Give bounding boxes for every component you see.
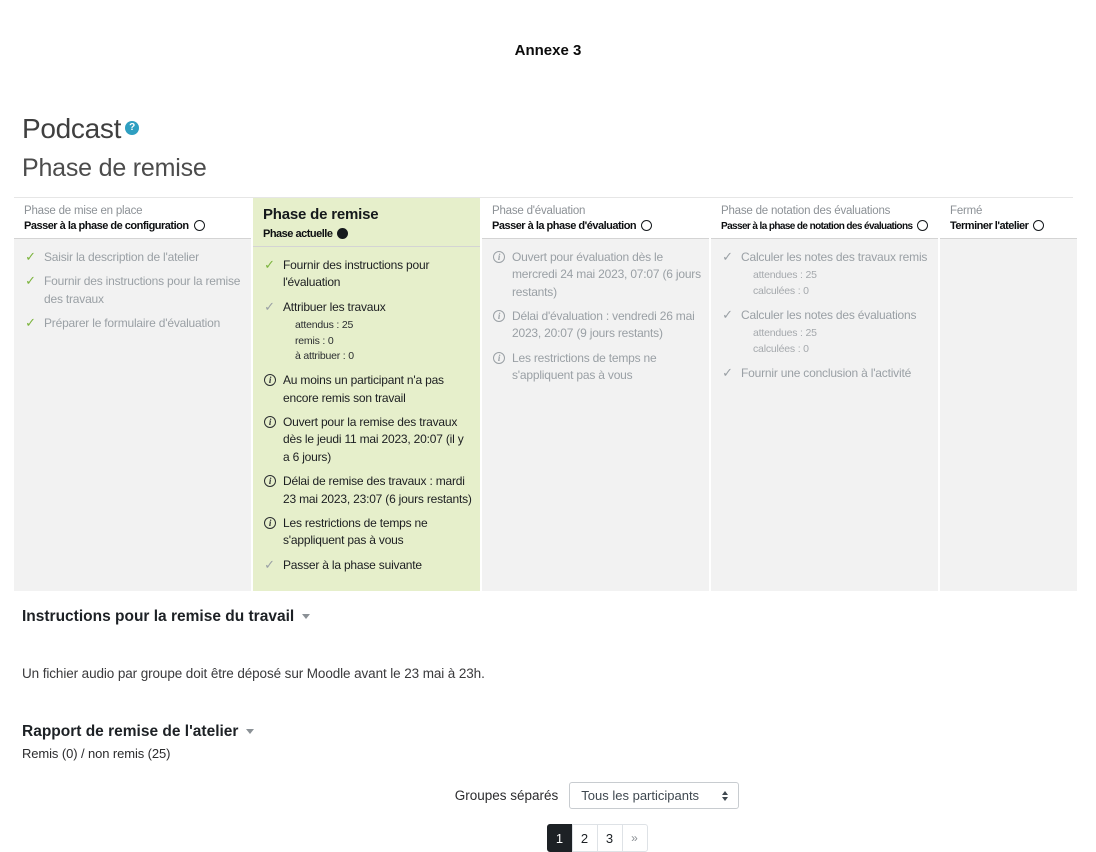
workshop-phases-table: [14, 197, 1073, 591]
task-item: [492, 249, 701, 301]
pagination: [67, 824, 1096, 852]
phase-title: Phase de remise: [263, 205, 379, 223]
phase-action-label: Passer à la phase d'évaluation: [492, 219, 637, 232]
updown-arrows-icon: [722, 791, 728, 801]
task-item: [263, 473, 472, 508]
task-item: [24, 273, 243, 308]
task-item: [721, 365, 930, 382]
annex-label: Annexe 3: [514, 42, 582, 59]
todo-check-icon: ✓: [722, 248, 733, 264]
task-main: [741, 365, 911, 382]
page-button-1[interactable]: 1: [547, 824, 573, 852]
phase-switch-action[interactable]: [24, 220, 241, 232]
task-item: [492, 308, 701, 343]
task-label: Ouvert pour évaluation dès le mercredi 24 mai 2023, 07:07 (6 jours restants): [512, 249, 701, 299]
task-details: [753, 268, 927, 300]
help-icon[interactable]: ?: [125, 121, 139, 135]
groups-filter-row: [67, 782, 1096, 809]
info-icon: i: [264, 475, 276, 487]
switch-phase-circle-icon[interactable]: [641, 220, 652, 231]
task-item: [24, 315, 243, 332]
task-item: [721, 249, 930, 300]
phase-switch-action[interactable]: [492, 220, 699, 232]
submission-count-summary: Remis (0) / non remis (25): [22, 746, 171, 762]
task-label: Ouvert pour la remise des travaux dès le jeudi 11 mai 2023, 20:07 (il y a 6 jours): [283, 415, 464, 464]
chevron-down-icon: [302, 614, 310, 619]
task-item: [263, 257, 472, 292]
current-phase-subtitle: Phase de remise: [22, 153, 207, 182]
phase-column-assessment: [482, 198, 709, 591]
task-label: Les restrictions de temps ne s'appliquent pas à vous: [512, 350, 657, 383]
phase-header: [14, 198, 251, 239]
task-label[interactable]: Calculer les notes des travaux remis: [741, 249, 928, 264]
task-details: [295, 318, 386, 365]
task-detail: attendues : 25: [753, 269, 817, 282]
task-main: [283, 257, 472, 292]
task-label: Délai d'évaluation : vendredi 26 mai 2023, 20:07 (9 jours restants): [512, 308, 695, 341]
info-icon: i: [493, 310, 505, 322]
task-detail: remis : 0: [295, 334, 334, 347]
page-next-button[interactable]: »: [622, 824, 648, 852]
task-label: Délai de remise des travaux : mardi 23 mai 2023, 23:07 (6 jours restants): [283, 474, 472, 506]
task-item: [263, 299, 472, 366]
phase-column-setup: [14, 198, 251, 591]
task-main: [741, 307, 916, 358]
phase-action-label: Passer à la phase de configuration: [24, 219, 189, 232]
task-detail: calculées : 0: [753, 342, 809, 355]
task-detail: à attribuer : 0: [295, 350, 354, 363]
instructions-section-title: Instructions pour la remise du travail: [22, 608, 295, 626]
phase-task-list: [482, 239, 709, 591]
phase-title: Phase de mise en place: [24, 204, 143, 217]
phase-title: Phase de notation des évaluations: [721, 204, 891, 217]
phase-task-list: [940, 239, 1077, 591]
task-item: [263, 515, 472, 550]
phase-task-list: [253, 247, 480, 591]
switch-phase-circle-icon[interactable]: [194, 220, 205, 231]
phase-task-list: [14, 239, 251, 591]
task-label[interactable]: Fournir des instructions pour l'évaluation: [283, 257, 430, 290]
task-main: [283, 372, 472, 407]
task-label[interactable]: Fournir des instructions pour la remise des travaux: [44, 274, 241, 306]
info-icon: i: [264, 374, 276, 386]
phase-column-grading: [711, 198, 938, 591]
check-icon: ✓: [264, 256, 275, 272]
chevron-down-icon: [246, 729, 254, 734]
page-title: [22, 114, 1082, 145]
task-main: [512, 350, 701, 385]
info-icon: i: [493, 352, 505, 364]
phase-action-label: Passer à la phase de notation des évaluations: [721, 220, 913, 232]
task-main: [44, 249, 199, 266]
phase-title: Phase d'évaluation: [492, 204, 586, 217]
instructions-section-heading[interactable]: [22, 608, 1082, 626]
report-section-heading[interactable]: [22, 723, 1082, 741]
task-label[interactable]: Fournir une conclusion à l'activité: [741, 365, 912, 380]
instructions-text: Un fichier audio par groupe doit être déposé sur Moodle avant le 23 mai à 23h.: [22, 666, 485, 682]
phase-task-list: [711, 239, 938, 591]
task-details: [753, 326, 916, 358]
task-detail: calculées : 0: [753, 284, 809, 297]
task-main: [741, 249, 927, 300]
todo-check-icon: ✓: [722, 306, 733, 322]
switch-phase-circle-icon[interactable]: [917, 220, 928, 231]
task-main: [44, 273, 243, 308]
page-button-2[interactable]: 2: [572, 824, 598, 852]
page-button-3[interactable]: 3: [597, 824, 623, 852]
phase-title: Fermé: [950, 204, 983, 217]
groups-mode-label: Groupes séparés: [454, 788, 559, 804]
phase-current-label: [263, 228, 470, 240]
task-main: [283, 515, 472, 550]
task-item: [263, 557, 472, 574]
phase-action-label: Phase actuelle: [263, 227, 333, 240]
task-label[interactable]: Préparer le formulaire d'évaluation: [44, 315, 221, 330]
task-item: [263, 414, 472, 466]
phase-header: [482, 198, 709, 239]
switch-phase-circle-icon[interactable]: [1033, 220, 1044, 231]
phase-header: [940, 198, 1077, 239]
task-label[interactable]: Saisir la description de l'atelier: [44, 249, 199, 264]
check-icon: ✓: [25, 314, 36, 330]
task-main: [283, 557, 422, 574]
task-main: [512, 249, 701, 301]
check-icon: ✓: [25, 273, 36, 289]
phase-header: [711, 198, 938, 239]
task-detail: attendus : 25: [295, 318, 354, 331]
phase-action-label: Terminer l'atelier: [950, 219, 1029, 232]
task-main: [283, 473, 472, 508]
task-label[interactable]: Passer à la phase suivante: [283, 557, 422, 572]
task-item: [492, 350, 701, 385]
report-section-title: Rapport de remise de l'atelier: [22, 723, 239, 741]
phase-switch-action[interactable]: [721, 220, 928, 232]
phase-header: [253, 198, 480, 247]
task-label[interactable]: Attribuer les travaux: [283, 299, 386, 314]
phase-column-submission: [253, 198, 480, 591]
current-phase-dot-icon: [337, 228, 348, 239]
task-item: [721, 307, 930, 358]
info-icon: i: [264, 517, 276, 529]
task-main: [283, 299, 386, 366]
check-icon: ✓: [25, 248, 36, 264]
todo-check-icon: ✓: [722, 364, 733, 380]
task-detail: attendues : 25: [753, 327, 817, 340]
workshop-content: [0, 114, 1096, 852]
todo-check-icon: ✓: [264, 556, 275, 572]
task-item: [24, 249, 243, 266]
task-main: [283, 414, 472, 466]
info-icon: i: [264, 416, 276, 428]
task-label: Au moins un participant n'a pas encore remis son travail: [283, 373, 444, 405]
todo-check-icon: ✓: [264, 298, 275, 314]
task-main: [512, 308, 701, 343]
page-title-text: Podcast: [22, 113, 122, 144]
task-item: [263, 372, 472, 407]
groups-select[interactable]: [569, 782, 739, 809]
task-label: Les restrictions de temps ne s'appliquent pas à vous: [283, 515, 428, 548]
info-icon: i: [493, 251, 505, 263]
groups-select-value: Tous les participants: [581, 788, 700, 804]
phase-column-closed: [940, 198, 1077, 591]
phase-switch-action[interactable]: [950, 220, 1067, 232]
task-label[interactable]: Calculer les notes des évaluations: [741, 307, 917, 322]
task-main: [44, 315, 220, 332]
